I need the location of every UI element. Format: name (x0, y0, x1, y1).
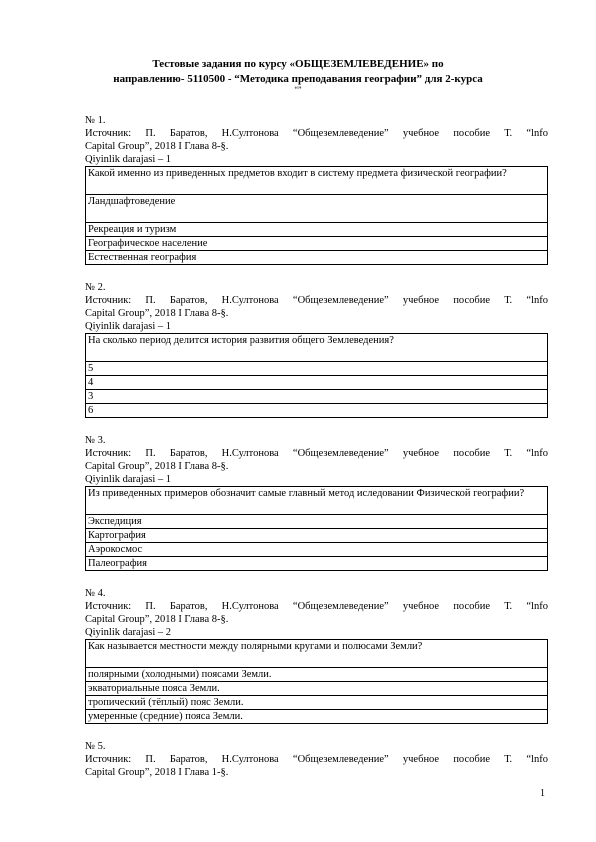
question-source-line2: Capital Group”, 2018 I Глава 8-§. (85, 614, 229, 625)
source-word: Баратов, (169, 128, 208, 139)
header-quote-mark: “” (294, 85, 302, 94)
source-word: пособие (453, 601, 490, 612)
source-word: Источник: (85, 295, 132, 306)
answer-option: 4 (86, 376, 548, 390)
answer-option: полярными (холодными) поясами Земли. (86, 668, 548, 682)
answer-option: Экспедиция (86, 515, 548, 529)
question-options-table (85, 166, 548, 265)
source-word: Баратов, (169, 448, 208, 459)
source-word: пособие (453, 128, 490, 139)
answer-option: 5 (86, 362, 548, 376)
header-title-line2: направлению- 5110500 - “Методика преподавания географии” для 2-курса (113, 73, 483, 85)
question-source (85, 127, 548, 140)
source-word: “Общеземлеведение” (292, 128, 389, 139)
source-word: Т. (504, 754, 513, 765)
question-source (85, 753, 548, 766)
answer-option: Ландшафтоведение (86, 195, 548, 223)
source-word: “lnfo (526, 295, 548, 306)
question-options-table (85, 333, 548, 418)
question-source (85, 294, 548, 307)
source-word: П. (145, 448, 156, 459)
question-2 (85, 281, 548, 418)
answer-option: Рекреация и туризм (86, 223, 548, 237)
question-1 (85, 114, 548, 265)
source-word: “lnfo (526, 448, 548, 459)
answer-option: тропический (тёплый) пояс Земли. (86, 696, 548, 710)
header-title-line1: Тестовые задания по курсу «ОБЩЕЗЕМЛЕВЕДЕНИЕ» по (152, 58, 444, 70)
question-difficulty: Qiyinlik darajasi – 1 (85, 321, 172, 332)
source-word: Т. (504, 448, 513, 459)
answer-option: Палеография (86, 557, 548, 571)
source-word: “lnfo (526, 601, 548, 612)
source-word: П. (145, 128, 156, 139)
answer-option: Естественная география (86, 251, 548, 265)
page-number: 1 (540, 788, 545, 799)
source-word: Баратов, (169, 601, 208, 612)
source-word: пособие (453, 448, 490, 459)
source-word: Н.Султонова (221, 295, 279, 306)
question-source-line2: Capital Group”, 2018 I Глава 8-§. (85, 461, 229, 472)
question-3 (85, 434, 548, 571)
source-word: “Общеземлеведение” (292, 295, 389, 306)
source-word: Источник: (85, 448, 132, 459)
answer-option: 6 (86, 404, 548, 418)
source-word: пособие (453, 295, 490, 306)
question-source-line2: Capital Group”, 2018 I Глава 8-§. (85, 141, 229, 152)
question-4 (85, 587, 548, 724)
source-word: учебное (402, 754, 440, 765)
question-source (85, 447, 548, 460)
answer-option: 3 (86, 390, 548, 404)
question-number: № 2. (85, 282, 106, 293)
source-word: Н.Султонова (221, 601, 279, 612)
question-options-table (85, 639, 548, 724)
source-word: “lnfo (526, 754, 548, 765)
question-source-line2: Capital Group”, 2018 I Глава 8-§. (85, 308, 229, 319)
source-word: Н.Султонова (221, 128, 279, 139)
source-word: Баратов, (169, 754, 208, 765)
question-number: № 4. (85, 588, 106, 599)
source-word: учебное (402, 448, 440, 459)
question-options-table (85, 486, 548, 571)
source-word: Источник: (85, 601, 132, 612)
source-word: учебное (402, 601, 440, 612)
answer-option: экваториальные пояса Земли. (86, 682, 548, 696)
source-word: Н.Султонова (221, 754, 279, 765)
source-word: “Общеземлеведение” (292, 754, 389, 765)
question-text: Из приведенных примеров обозначит самые главный метод иследовании Физической географии? (86, 487, 548, 515)
source-word: учебное (402, 128, 440, 139)
question-difficulty: Qiyinlik darajasi – 1 (85, 154, 172, 165)
source-word: Н.Султонова (221, 448, 279, 459)
questions-list (85, 114, 548, 795)
document-header (0, 57, 596, 93)
question-text: Какой именно из приведенных предметов входит в систему предмета физической географии? (86, 167, 548, 195)
source-word: Источник: (85, 754, 132, 765)
source-word: Т. (504, 295, 513, 306)
source-word: Т. (504, 601, 513, 612)
question-number: № 5. (85, 741, 106, 752)
source-word: “Общеземлеведение” (292, 601, 389, 612)
answer-option: Картография (86, 529, 548, 543)
source-word: Т. (504, 128, 513, 139)
source-word: “lnfo (526, 128, 548, 139)
source-word: П. (145, 754, 156, 765)
source-word: учебное (402, 295, 440, 306)
question-number: № 1. (85, 115, 106, 126)
question-difficulty: Qiyinlik darajasi – 1 (85, 474, 172, 485)
answer-option: Географическое население (86, 237, 548, 251)
source-word: П. (145, 601, 156, 612)
question-text: Как называется местности между полярными кругами и полюсами Земли? (86, 640, 548, 668)
question-source-line2: Capital Group”, 2018 I Глава 1-§. (85, 767, 229, 778)
question-5 (85, 740, 548, 779)
source-word: “Общеземлеведение” (292, 448, 389, 459)
source-word: Источник: (85, 128, 132, 139)
source-word: Баратов, (169, 295, 208, 306)
source-word: П. (145, 295, 156, 306)
question-source (85, 600, 548, 613)
answer-option: умеренные (средние) пояса Земли. (86, 710, 548, 724)
question-text: На сколько период делится история развития общего Землеведения? (86, 334, 548, 362)
question-difficulty: Qiyinlik darajasi – 2 (85, 627, 172, 638)
source-word: пособие (453, 754, 490, 765)
answer-option: Аэрокосмос (86, 543, 548, 557)
question-number: № 3. (85, 435, 106, 446)
